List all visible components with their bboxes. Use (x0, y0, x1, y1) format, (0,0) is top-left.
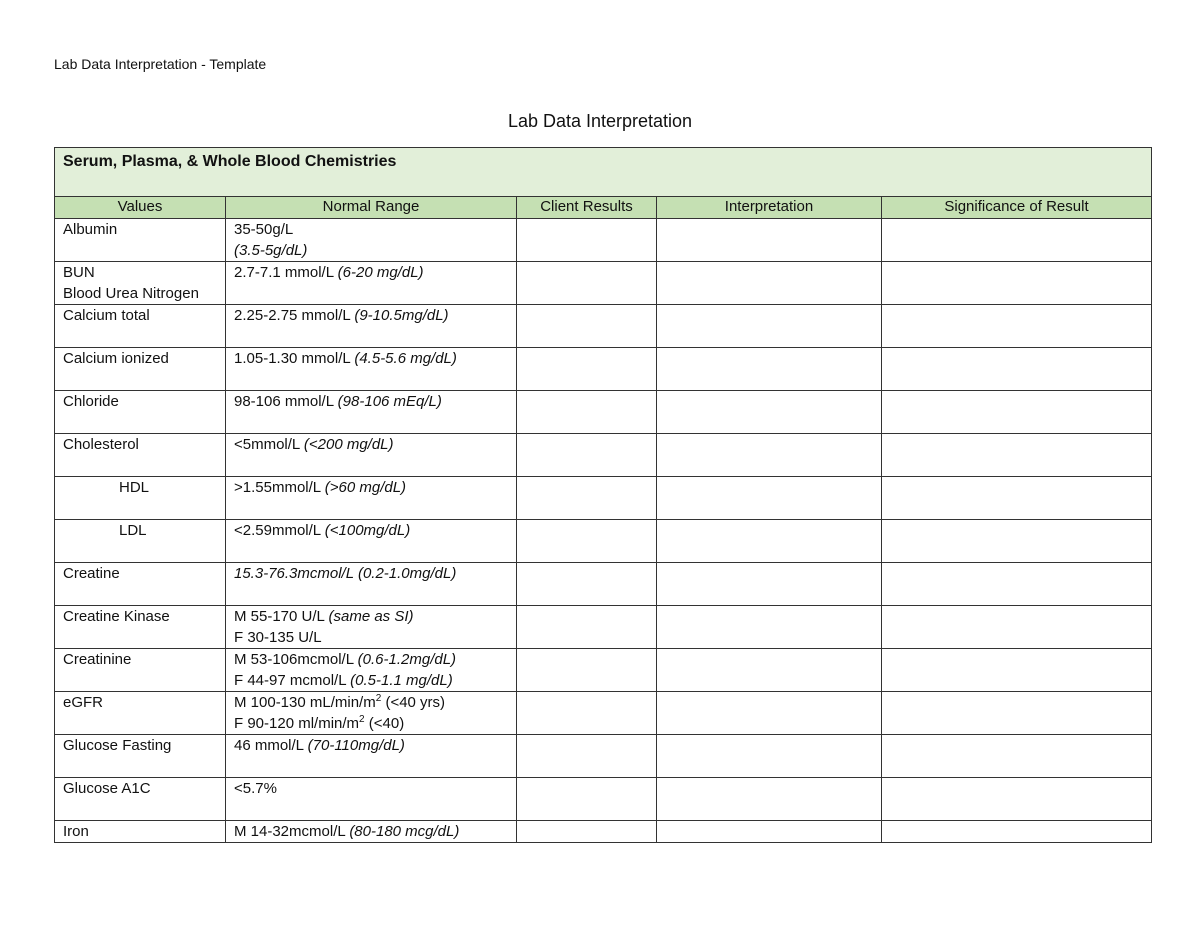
significance-cell[interactable] (882, 649, 1152, 692)
significance-cell[interactable] (882, 778, 1152, 821)
normal-range-line (234, 563, 516, 584)
normal-range-cell (226, 391, 517, 434)
table-row (55, 821, 1152, 843)
column-header-normal-range: Normal Range (226, 197, 517, 219)
table-row (55, 391, 1152, 434)
client-results-cell[interactable] (517, 305, 657, 348)
value-cell (55, 735, 226, 778)
range-si-text: M 53-106mcmol/L (234, 651, 358, 668)
value-cell (55, 821, 226, 843)
value-cell (55, 649, 226, 692)
table-row (55, 434, 1152, 477)
value-label: Creatine Kinase (63, 608, 170, 625)
value-cell (55, 219, 226, 262)
table-row (55, 649, 1152, 692)
interpretation-cell[interactable] (657, 692, 882, 735)
normal-range-cell (226, 649, 517, 692)
range-conventional-text: (3.5-5g/dL) (234, 242, 308, 259)
table-row (55, 606, 1152, 649)
range-si-text: F 30-135 U/L (234, 629, 322, 646)
interpretation-cell[interactable] (657, 563, 882, 606)
range-si-text: <5mmol/L (234, 436, 304, 453)
value-label: Calcium total (63, 307, 150, 324)
significance-cell[interactable] (882, 477, 1152, 520)
client-results-cell[interactable] (517, 348, 657, 391)
range-conventional-text: (<100mg/dL) (324, 522, 411, 539)
normal-range-line (234, 649, 516, 670)
client-results-cell[interactable] (517, 219, 657, 262)
value-cell (55, 692, 226, 735)
significance-cell[interactable] (882, 305, 1152, 348)
normal-range-line (234, 240, 516, 261)
significance-cell[interactable] (882, 821, 1152, 843)
value-label: eGFR (63, 694, 104, 711)
normal-range-line (234, 735, 516, 756)
range-si-text: M 100-130 mL/min/m (234, 694, 376, 711)
table-row (55, 477, 1152, 520)
client-results-cell[interactable] (517, 434, 657, 477)
column-header-significance: Significance of Result (882, 197, 1152, 219)
value-label: Blood Urea Nitrogen (63, 285, 199, 302)
significance-cell[interactable] (882, 735, 1152, 778)
range-conventional-text: 15.3-76.3mcmol/L (0.2-1.0mg/dL) (234, 565, 457, 582)
interpretation-cell[interactable] (657, 477, 882, 520)
normal-range-line (234, 692, 516, 713)
normal-range-cell (226, 735, 517, 778)
normal-range-line (234, 670, 516, 691)
normal-range-line (234, 477, 516, 498)
interpretation-cell[interactable] (657, 262, 882, 305)
range-conventional-text: (70-110mg/dL) (307, 737, 405, 754)
value-cell (55, 305, 226, 348)
normal-range-line (234, 219, 516, 240)
normal-range-cell (226, 477, 517, 520)
lab-data-table (54, 147, 1152, 843)
value-label: Calcium ionized (63, 350, 169, 367)
column-header-client-results: Client Results (517, 197, 657, 219)
normal-range-cell (226, 434, 517, 477)
range-age-text: (<40) (364, 715, 405, 732)
table-row (55, 305, 1152, 348)
range-si-text: M 14-32mcmol/L (234, 823, 350, 840)
value-label: LDL (119, 522, 147, 539)
range-conventional-text: (6-20 mg/dL) (337, 264, 424, 281)
range-conventional-text: (0.5-1.1 mg/dL) (350, 672, 453, 689)
value-label: Iron (63, 823, 89, 840)
client-results-cell[interactable] (517, 778, 657, 821)
interpretation-cell[interactable] (657, 219, 882, 262)
range-conventional-text: (same as SI) (328, 608, 414, 625)
range-si-text: 2.25-2.75 mmol/L (234, 307, 355, 324)
value-label: Cholesterol (63, 436, 139, 453)
client-results-cell[interactable] (517, 649, 657, 692)
range-conventional-text: (<200 mg/dL) (303, 436, 394, 453)
range-conventional-text: (98-106 mEq/L) (337, 393, 442, 410)
interpretation-cell[interactable] (657, 348, 882, 391)
value-label: HDL (119, 479, 150, 496)
normal-range-line (234, 348, 516, 369)
client-results-cell[interactable] (517, 821, 657, 843)
range-si-text: 98-106 mmol/L (234, 393, 338, 410)
table-row (55, 348, 1152, 391)
value-label: Creatinine (63, 651, 132, 668)
range-superscript: 2 (359, 714, 365, 725)
interpretation-cell[interactable] (657, 778, 882, 821)
range-si-text: <2.59mmol/L (234, 522, 325, 539)
normal-range-cell (226, 692, 517, 735)
significance-cell[interactable] (882, 262, 1152, 305)
range-conventional-text: (4.5-5.6 mg/dL) (354, 350, 457, 367)
client-results-cell[interactable] (517, 391, 657, 434)
value-cell (55, 563, 226, 606)
client-results-cell[interactable] (517, 262, 657, 305)
table-row (55, 563, 1152, 606)
column-header-interpretation: Interpretation (657, 197, 882, 219)
client-results-cell[interactable] (517, 520, 657, 563)
section-header-row (55, 148, 1152, 197)
normal-range-cell (226, 606, 517, 649)
normal-range-cell (226, 821, 517, 843)
table-row (55, 735, 1152, 778)
range-conventional-text: (0.6-1.2mg/dL) (357, 651, 457, 668)
normal-range-cell (226, 520, 517, 563)
normal-range-cell (226, 348, 517, 391)
significance-cell[interactable] (882, 348, 1152, 391)
value-cell (55, 606, 226, 649)
client-results-cell[interactable] (517, 563, 657, 606)
column-header-row (55, 197, 1152, 219)
interpretation-cell[interactable] (657, 649, 882, 692)
range-conventional-text: (9-10.5mg/dL) (354, 307, 449, 324)
column-header-values: Values (55, 197, 226, 219)
value-label: Creatine (63, 565, 120, 582)
value-cell (55, 778, 226, 821)
normal-range-line (234, 778, 516, 799)
normal-range-line (234, 821, 516, 842)
significance-cell[interactable] (882, 434, 1152, 477)
normal-range-line (234, 262, 516, 283)
client-results-cell[interactable] (517, 606, 657, 649)
value-cell (55, 262, 226, 305)
significance-cell[interactable] (882, 563, 1152, 606)
range-conventional-text: (>60 mg/dL) (324, 479, 407, 496)
interpretation-cell[interactable] (657, 606, 882, 649)
normal-range-line (234, 627, 516, 648)
interpretation-cell[interactable] (657, 305, 882, 348)
value-cell (55, 520, 226, 563)
table-row (55, 520, 1152, 563)
value-label: Glucose Fasting (63, 737, 172, 754)
value-label: Glucose A1C (63, 780, 151, 797)
client-results-cell[interactable] (517, 477, 657, 520)
table-row (55, 262, 1152, 305)
section-title: Serum, Plasma, & Whole Blood Chemistries (55, 148, 1152, 197)
value-cell (55, 434, 226, 477)
range-si-text: 1.05-1.30 mmol/L (234, 350, 355, 367)
range-age-text: (<40 yrs) (381, 694, 446, 711)
range-superscript: 2 (375, 693, 382, 704)
table-row (55, 219, 1152, 262)
normal-range-line (234, 713, 516, 734)
significance-cell[interactable] (882, 219, 1152, 262)
client-results-cell[interactable] (517, 735, 657, 778)
normal-range-line (234, 434, 516, 455)
range-si-text: 35-50g/L (234, 221, 294, 238)
interpretation-cell[interactable] (657, 821, 882, 843)
value-cell (55, 477, 226, 520)
value-cell (55, 391, 226, 434)
significance-cell[interactable] (882, 520, 1152, 563)
interpretation-cell[interactable] (657, 735, 882, 778)
page-title: Lab Data Interpretation (507, 111, 693, 131)
client-results-cell[interactable] (517, 692, 657, 735)
normal-range-cell (226, 262, 517, 305)
value-label: BUN (63, 264, 95, 281)
normal-range-cell (226, 305, 517, 348)
normal-range-line (234, 520, 516, 541)
normal-range-cell (226, 219, 517, 262)
document-header: Lab Data Interpretation - Template (54, 56, 267, 72)
range-si-text: 46 mmol/L (234, 737, 308, 754)
value-cell (55, 348, 226, 391)
normal-range-cell (226, 778, 517, 821)
interpretation-cell[interactable] (657, 391, 882, 434)
range-si-text: >1.55mmol/L (234, 479, 325, 496)
value-label: Chloride (63, 393, 119, 410)
significance-cell[interactable] (882, 606, 1152, 649)
value-label: Albumin (63, 221, 118, 238)
normal-range-line (234, 606, 516, 627)
significance-cell[interactable] (882, 391, 1152, 434)
range-si-text: 2.7-7.1 mmol/L (234, 264, 338, 281)
range-si-text: M 55-170 U/L (234, 608, 329, 625)
interpretation-cell[interactable] (657, 434, 882, 477)
significance-cell[interactable] (882, 692, 1152, 735)
range-si-text: F 90-120 ml/min/m (234, 715, 360, 732)
normal-range-line (234, 391, 516, 412)
range-conventional-text: (80-180 mcg/dL) (349, 823, 460, 840)
interpretation-cell[interactable] (657, 520, 882, 563)
range-si-text: F 44-97 mcmol/L (234, 672, 351, 689)
normal-range-line (234, 305, 516, 326)
table-row (55, 778, 1152, 821)
normal-range-cell (226, 563, 517, 606)
table-row (55, 692, 1152, 735)
range-si-text: <5.7% (234, 780, 277, 797)
